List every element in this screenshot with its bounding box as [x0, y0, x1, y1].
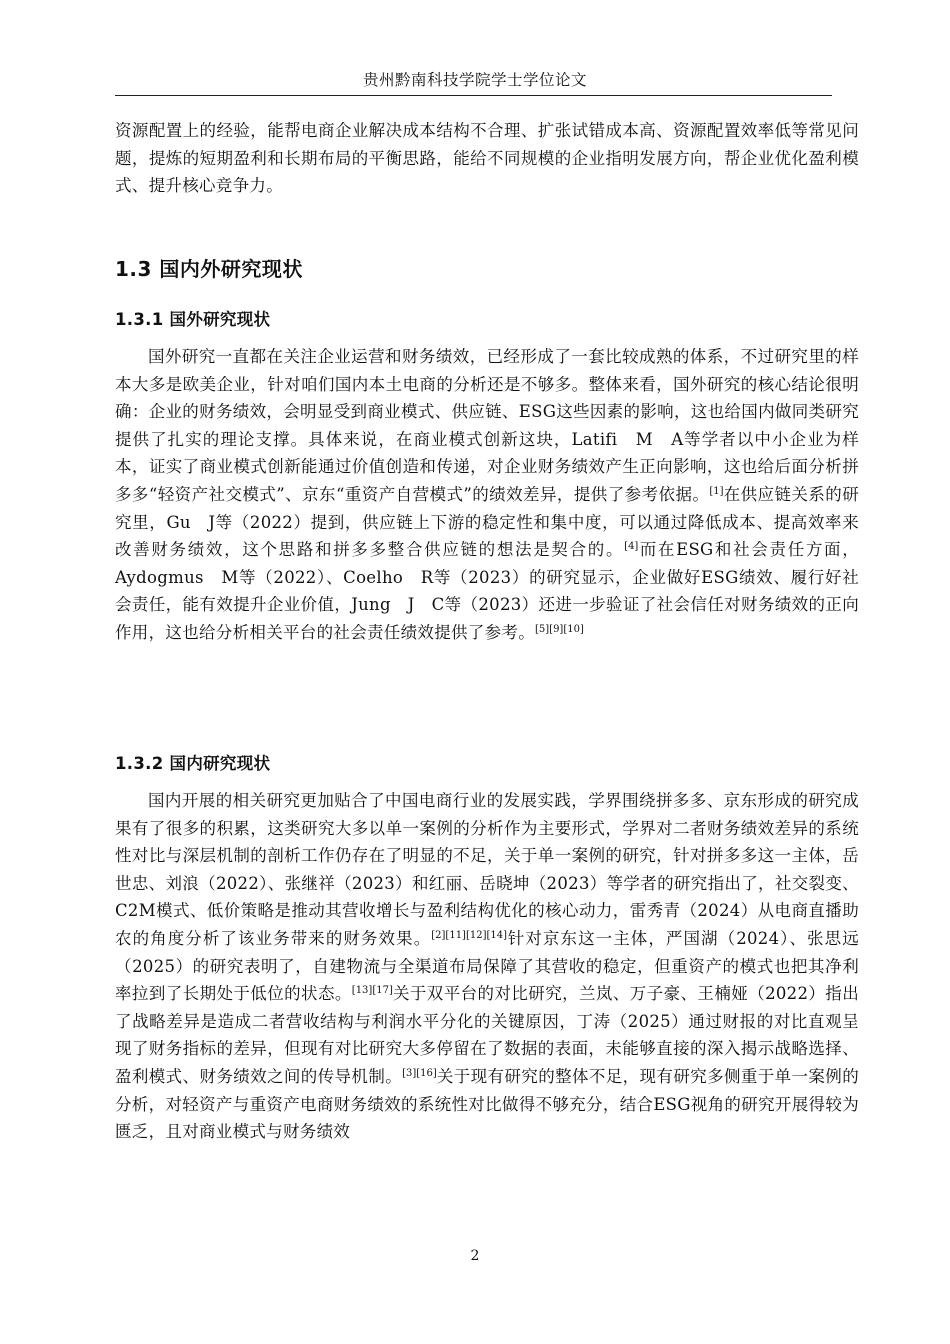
foreign-text-1: 国外研究一直都在关注企业运营和财务绩效，已经形成了一套比较成熟的体系，不过研究里的样本大多是欧美企业，针对咱们国内本土电商的分析还是不够多。整体来看，国外研究的核心结论很明确：企业的财务绩效，会明显受到商业模式、供应链、ESG这些因素的影响，这也给国内做同类研究提供了扎实的理论支撑。具体来说，在商业模式创新这块，Latifi M A等学者以中小企业为样本，证实了商业模式创新能通过价值创造和传递，对企业财务绩效产生正向影响，这也给后面分析拼多多“轻资产社交模式”、京东“重资产自营模式”的绩效差异，提供了参考依据。 [115, 347, 859, 504]
intro-paragraph-block [115, 117, 859, 200]
citation-3-16: [3][16] [402, 1067, 437, 1079]
section-heading-1-3-1: 1.3.1 国外研究现状 [115, 310, 271, 329]
domestic-text-2: 针对京东这一主体，严国湖（2024）、张思远（2025）的研究表明了，自建物流与全渠道布局保障了其营收的稳定，但重资产的模式也把其净利率拉到了长期处于低位的状态。 [115, 928, 859, 1004]
citation-5-9-10: [5][9][10] [535, 623, 584, 635]
domestic-text-1: 国内开展的相关研究更加贴合了中国电商行业的发展实践，学界围绕拼多多、京东形成的研究成果有了很多的积累，这类研究大多以单一案例的分析作为主要形式，学界对二者财务绩效差异的系统性对比与深层机制的剖析工作仍存在了明显的不足，关于单一案例的研究，针对拼多多这一主体，岳世忠、刘浪（2022）、张继祥（2023）和红丽、岳晓坤（2023）等学者的研究指出了，社交裂变、C2M模式、低价策略是推动其营收增长与盈利结构优化的核心动力，雷秀青（2024）从电商直播助农的角度分析了该业务带来的财务效果。 [115, 791, 859, 948]
domestic-research-block [115, 787, 859, 1146]
foreign-research-block [115, 343, 859, 647]
domestic-text-4: 关于现有研究的整体不足，现有研究多侧重于单一案例的分析，对轻资产与重资产电商财务绩效的系统性对比做得不够充分，结合ESG视角的研究开展得较为匮乏，且对商业模式与财务绩效 [115, 1066, 859, 1142]
header-rule [115, 95, 832, 96]
domestic-research-paragraph [115, 787, 859, 1146]
citation-4: [4] [624, 541, 639, 553]
citation-13-17: [13][17] [351, 985, 393, 997]
foreign-text-2: 在供应链关系的研究里，Gu J等（2022）提到，供应链上下游的稳定性和集中度，可以通过降低成本、提高效率来改善财务绩效，这个思路和拼多多整合供应链的想法是契合的。 [115, 484, 859, 560]
domestic-text-3: 关于双平台的对比研究，兰岚、万子豪、王楠娅（2022）指出了战略差异是造成二者营收结构与利润水平分化的关键原因，丁涛（2025）通过财报的对比直观呈现了财务指标的差异，但现有对比研究大多停留在了数据的表面，未能够直接的深入揭示战略选择、盈利模式、财务绩效之间的传导机制。 [115, 984, 859, 1086]
citation-2-11-12-14: [2][11][12][14] [431, 929, 508, 941]
page-number: 2 [470, 1248, 480, 1264]
running-header: 贵州黔南科技学院学士学位论文 [362, 71, 587, 89]
intro-paragraph: 资源配置上的经验，能帮电商企业解决成本结构不合理、扩张试错成本高、资源配置效率低等常见问题，提炼的短期盈利和长期布局的平衡思路，能给不同规模的企业指明发展方向，帮企业优化盈利模式、提升核心竞争力。 [115, 121, 859, 196]
section-heading-1-3: 1.3 国内外研究现状 [115, 257, 303, 281]
foreign-research-paragraph [115, 343, 859, 647]
foreign-text-3: 而在ESG和社会责任方面，Aydogmus M等（2022）、Coelho R等（2023）的研究显示，企业做好ESG绩效、履行好社会责任，能有效提升企业价值，Jung J C等（2023）还进一步验证了社会信任对财务绩效的正向作用，这也给分析相关平台的社会责任绩效提供了参考。 [115, 540, 859, 642]
citation-1: [1] [709, 485, 724, 497]
section-heading-1-3-2: 1.3.2 国内研究现状 [115, 754, 271, 773]
